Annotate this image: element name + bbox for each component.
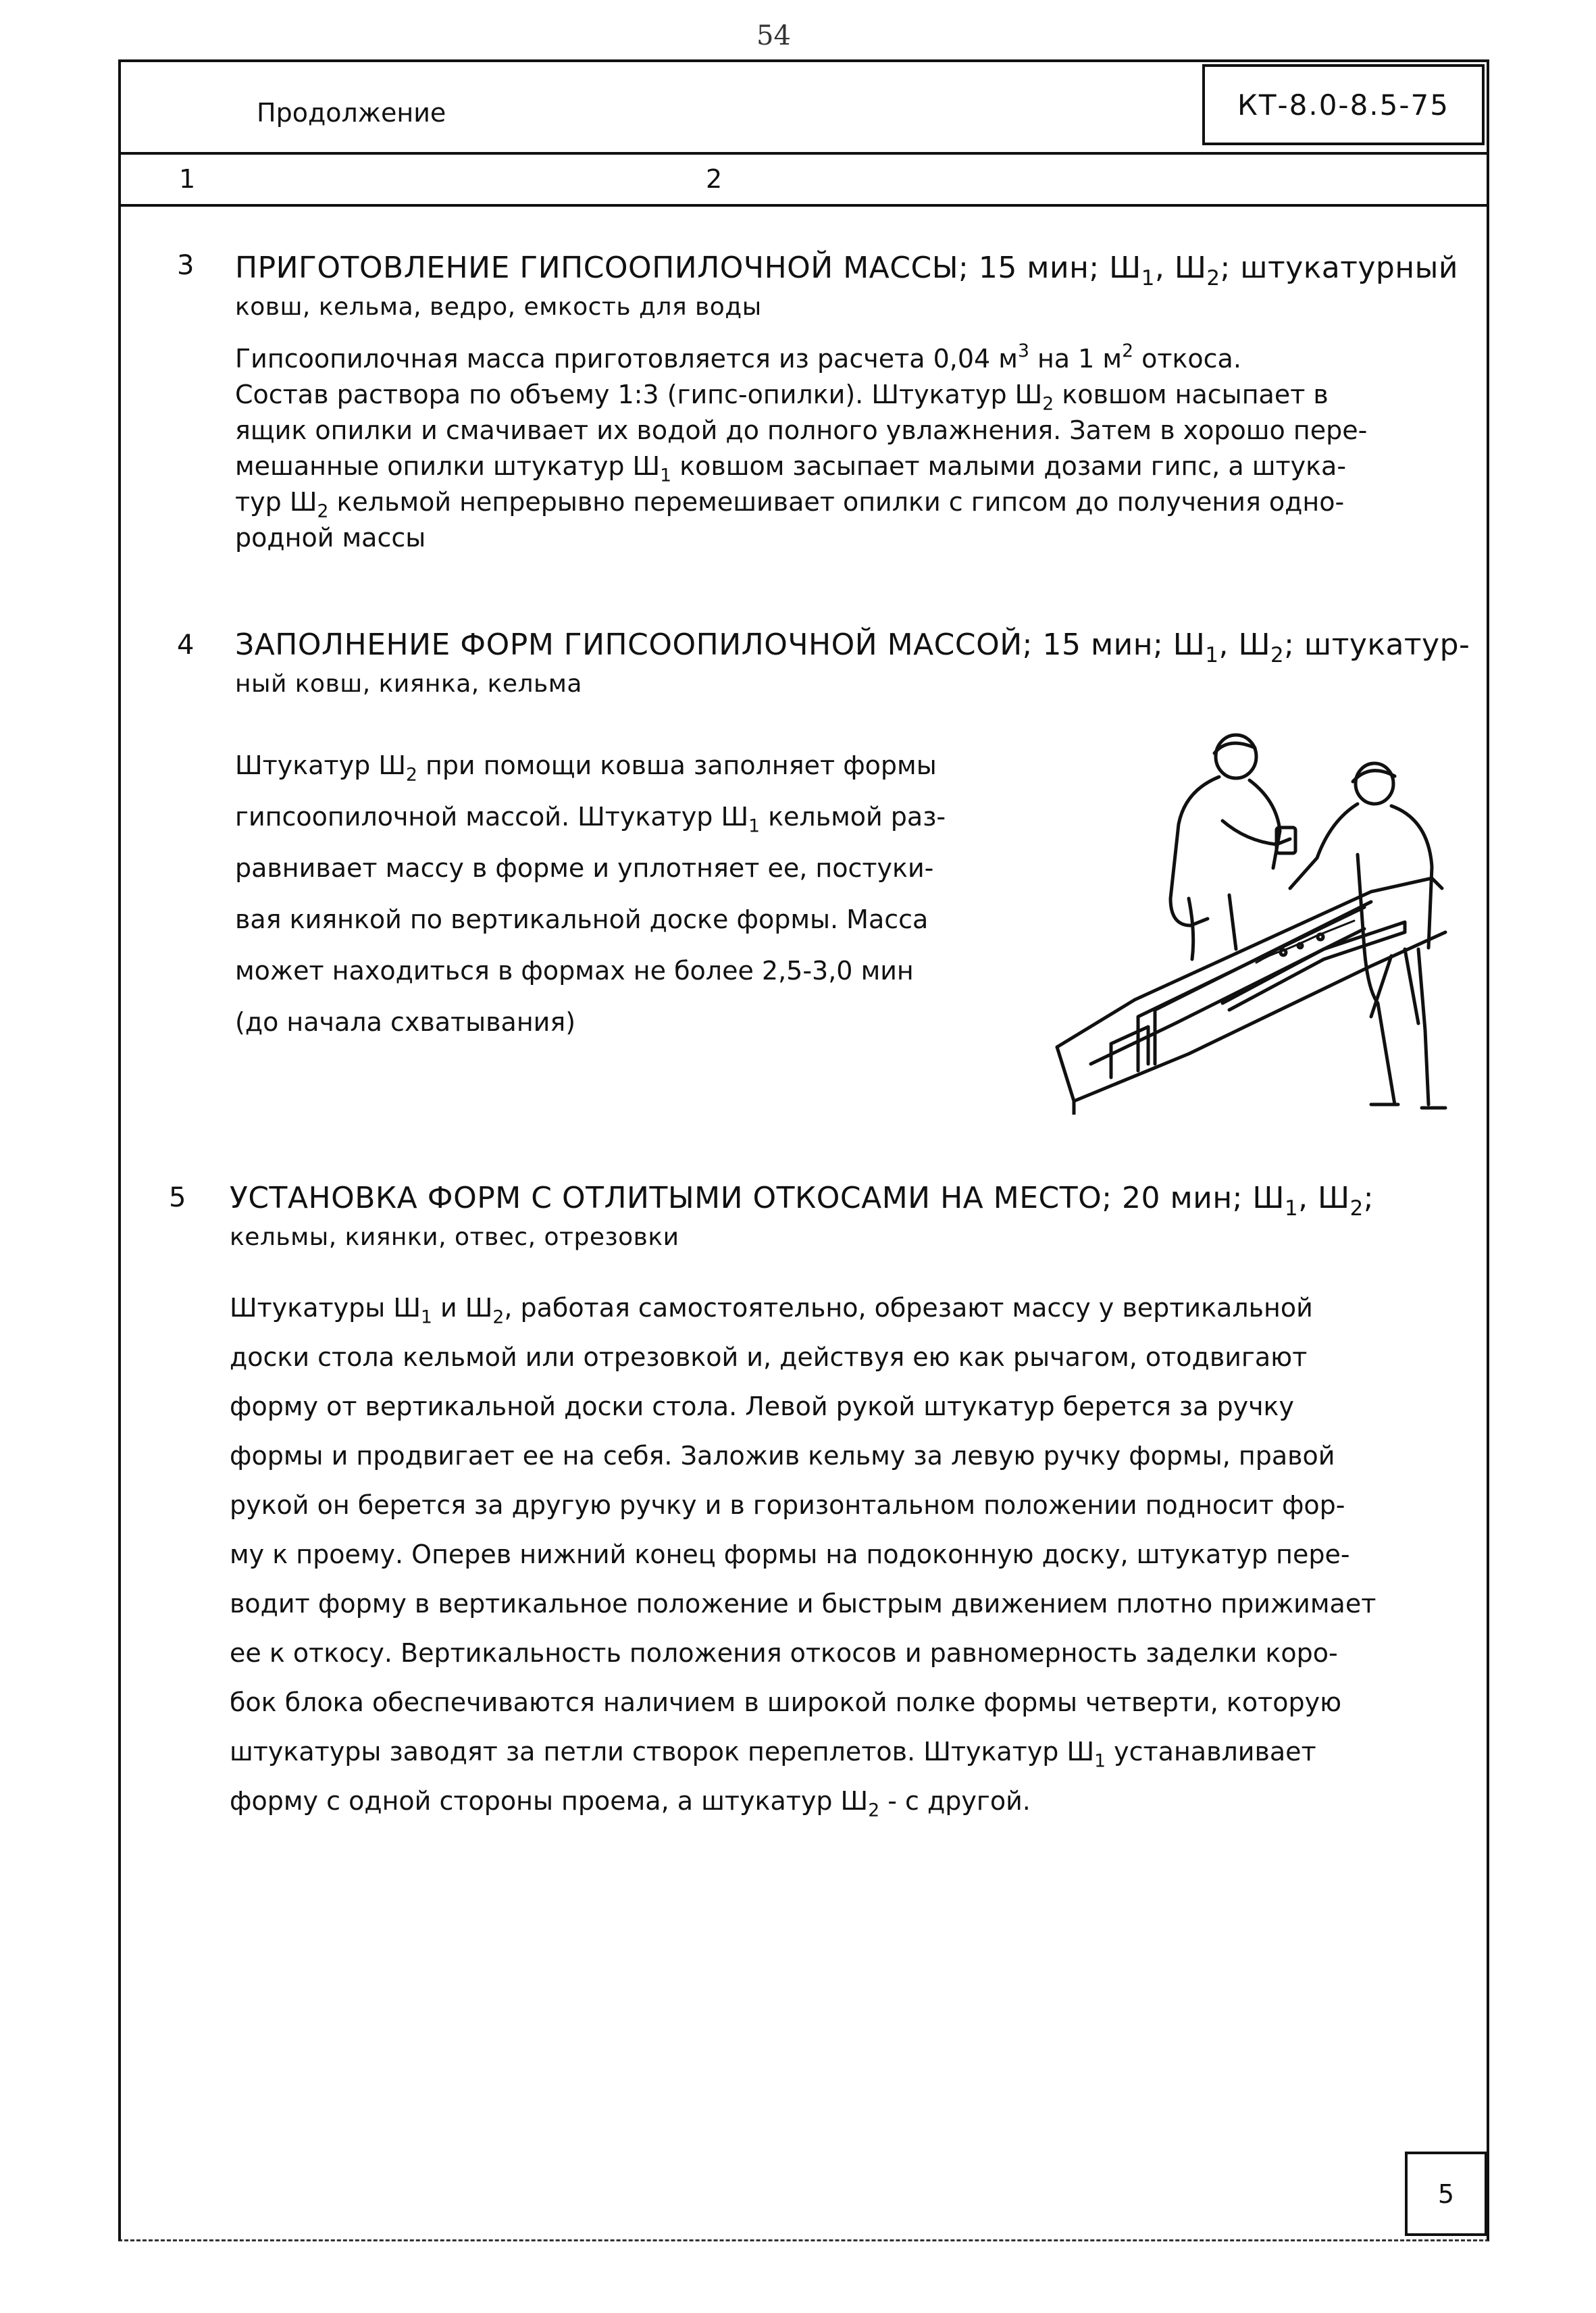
text-segment: ; (1363, 1181, 1374, 1215)
continuation-label: Продолжение (257, 98, 446, 128)
text-segment: форму с одной стороны проема, а штукатур Ш (230, 1786, 869, 1816)
text-segment: тур Ш (235, 487, 317, 517)
section-text (235, 341, 1367, 556)
text-line (235, 996, 946, 1048)
subscript: 1 (748, 815, 761, 837)
text-segment: рукой он берется за другую ручку и в горизонтальном положении подносит фор- (230, 1490, 1345, 1520)
text-line (230, 1283, 1376, 1333)
subscript: 1 (1094, 1750, 1106, 1772)
column-header-1: 1 (179, 164, 196, 194)
text-segment: откоса. (1133, 344, 1241, 374)
section-title (235, 249, 1458, 327)
text-segment: кельмы, киянки, отвес, отрезовки (230, 1223, 679, 1251)
text-segment: , Ш (1154, 251, 1207, 285)
header-divider-top (121, 152, 1487, 155)
text-line (235, 520, 1367, 556)
text-line (235, 484, 1367, 520)
text-segment: Штукатур Ш (235, 751, 406, 780)
subscript: 2 (868, 1800, 880, 1821)
text-line (235, 377, 1367, 413)
text-segment: , работая самостоятельно, обрезают массу у вертикальной (504, 1293, 1313, 1323)
subscript: 1 (1141, 265, 1155, 290)
text-segment: ПРИГОТОВЛЕНИЕ ГИПСООПИЛОЧНОЙ МАССЫ; 15 мин; Ш (235, 251, 1141, 285)
text-line (230, 1678, 1376, 1727)
subscript: 2 (492, 1306, 505, 1328)
text-segment: ЗАПОЛНЕНИЕ ФОРМ ГИПСООПИЛОЧНОЙ МАССОЙ; 15 мин; Ш (235, 628, 1206, 662)
text-line (235, 791, 946, 842)
text-segment: (до начала схватывания) (235, 1007, 576, 1037)
text-segment: , Ш (1218, 628, 1271, 662)
subscript: 2 (1042, 393, 1054, 415)
text-segment: может находиться в формах не более 2,5-3,0 мин (235, 956, 914, 986)
text-line (230, 1431, 1376, 1481)
subscript: 2 (1270, 642, 1285, 667)
text-segment: штукатуры заводят за петли створок переплетов. Штукатур Ш (230, 1737, 1095, 1766)
text-segment: и Ш (432, 1293, 493, 1323)
subscript: 1 (420, 1306, 432, 1328)
section-text (235, 740, 946, 1048)
text-line (235, 842, 946, 894)
subscript: 1 (1284, 1196, 1299, 1221)
section-text (230, 1283, 1376, 1826)
subscript: 2 (405, 764, 417, 786)
text-line (235, 413, 1367, 449)
section-title (235, 626, 1470, 704)
text-segment: вая киянкой по вертикальной доске формы. Масса (235, 905, 929, 934)
text-segment: ковшом насыпает в (1054, 380, 1329, 409)
title-line (235, 626, 1470, 665)
text-segment: ный ковш, киянка, кельма (235, 670, 582, 698)
subscript: 2 (1206, 265, 1220, 290)
text-line (230, 1777, 1376, 1826)
text-line (235, 894, 946, 945)
column-header-2: 2 (706, 164, 723, 194)
page-top-number: 54 (756, 20, 791, 51)
text-segment: ; штукатур- (1284, 628, 1470, 662)
text-segment: - с другой. (879, 1786, 1031, 1816)
text-segment: му к проему. Оперев нижний конец формы на подоконную доску, штукатур пере- (230, 1540, 1350, 1569)
text-line (230, 1530, 1376, 1579)
text-line (230, 1629, 1376, 1678)
text-segment: на 1 м (1029, 344, 1123, 374)
subscript: 2 (317, 501, 329, 522)
text-segment: водит форму в вертикальное положение и быстрым движением плотно прижимает (230, 1589, 1376, 1619)
text-segment: равнивает массу в форме и уплотняет ее, постуки- (235, 853, 934, 883)
text-segment: УСТАНОВКА ФОРМ С ОТЛИТЫМИ ОТКОСАМИ НА МЕСТО; 20 мин; Ш (230, 1181, 1285, 1215)
text-segment: кельмой непрерывно перемешивает опилки с гипсом до получения одно- (328, 487, 1345, 517)
title-line (230, 1218, 1374, 1257)
text-segment: мешанные опилки штукатур Ш (235, 451, 661, 481)
header-divider-bottom (121, 204, 1487, 207)
text-line (235, 945, 946, 996)
text-line (230, 1481, 1376, 1530)
text-segment: ковш, кельма, ведро, емкость для воды (235, 293, 762, 321)
text-line (230, 1333, 1376, 1382)
text-segment: Гипсоопилочная масса приготовляется из расчета 0,04 м (235, 344, 1018, 374)
text-segment: формы и продвигает ее на себя. Заложив кельму за левую ручку формы, правой (230, 1441, 1335, 1471)
text-segment: устанавливает (1106, 1737, 1316, 1766)
text-line (235, 449, 1367, 484)
text-line (235, 341, 1367, 377)
subscript: 2 (1349, 1196, 1364, 1221)
page-number-box: 5 (1405, 2152, 1487, 2236)
text-segment: ковшом засыпает малыми дозами гипс, а штука- (671, 451, 1347, 481)
title-line (235, 288, 1458, 327)
text-segment: бок блока обеспечиваются наличием в широкой полке формы четверти, которую (230, 1687, 1342, 1717)
text-line (230, 1727, 1376, 1777)
text-line (235, 740, 946, 791)
text-segment: гипсоопилочной массой. Штукатур Ш (235, 802, 749, 832)
section-title (230, 1179, 1374, 1257)
text-segment: Штукатуры Ш (230, 1293, 421, 1323)
superscript: 2 (1122, 340, 1133, 362)
title-line (235, 665, 1470, 704)
plasterers-illustration (1054, 726, 1472, 1115)
superscript: 3 (1017, 340, 1029, 362)
subscript: 1 (1205, 642, 1219, 667)
text-segment: ящик опилки и смачивает их водой до полного увлажнения. Затем в хорошо пере- (235, 415, 1368, 445)
section-number: 4 (177, 630, 195, 661)
text-segment: ее к откосу. Вертикальность положения откосов и равномерность заделки коро- (230, 1638, 1338, 1668)
title-line (235, 249, 1458, 288)
section-number: 3 (177, 250, 195, 281)
text-segment: ; штукатурный (1220, 251, 1458, 285)
text-segment: форму от вертикальной доски стола. Левой рукой штукатур берется за ручку (230, 1392, 1294, 1421)
document-code: КТ-8.0-8.5-75 (1202, 64, 1485, 145)
text-line (230, 1579, 1376, 1629)
title-line (230, 1179, 1374, 1221)
text-segment: при помощи ковша заполняет формы (417, 751, 937, 780)
text-segment: доски стола кельмой или отрезовкой и, действуя ею как рычагом, отодвигают (230, 1342, 1308, 1372)
section-number: 5 (169, 1182, 186, 1213)
subscript: 1 (660, 465, 672, 486)
text-segment: родной массы (235, 523, 426, 553)
text-segment: , Ш (1298, 1181, 1350, 1215)
text-line (230, 1382, 1376, 1431)
text-segment: кельмой раз- (760, 802, 946, 832)
text-segment: Состав раствора по объему 1:3 (гипс-опилки). Штукатур Ш (235, 380, 1043, 409)
